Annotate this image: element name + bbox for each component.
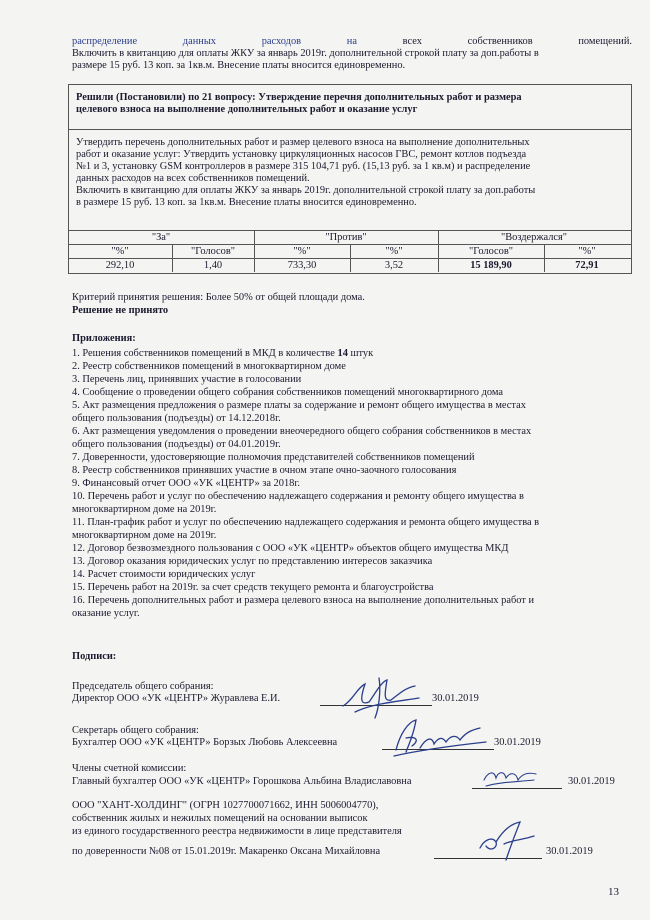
table-value: 15 189,90 — [470, 260, 512, 271]
secretary-role: Секретарь общего собрания: — [72, 725, 199, 736]
appendix-item: 12. Договор безвозмездного пользования с ООО «УК «ЦЕНТР» объектов общего имущества МКД — [72, 543, 509, 554]
table-value: 3,52 — [384, 260, 404, 271]
table-value: 72,91 — [575, 260, 599, 271]
table-subheader: "%" — [385, 246, 403, 257]
top-line-1-word: расходов — [261, 36, 302, 47]
appendix-item-count: 14 — [337, 348, 348, 359]
owner-line: по доверенности №08 от 15.01.2019г. Макаренко Оксана Михайловна — [72, 846, 381, 857]
appendix-item: оказание услуг. — [72, 608, 140, 619]
chair-date: 30.01.2019 — [432, 693, 479, 704]
top-line-1-word: на — [346, 36, 357, 47]
appendix-item-text: 1. Решения собственников помещений в МКД в количестве — [72, 348, 335, 359]
top-line-1-word: распределение — [72, 36, 138, 47]
secretary-signature — [390, 712, 490, 762]
appendix-item: 11. План-график работ и услуг по обеспечению надлежащего содержания и ремонта общего имущества в — [72, 517, 540, 528]
appendix-item: 16. Перечень дополнительных работ и размера целевого взноса на выполнение дополнительных работ и — [72, 595, 535, 606]
secretary-date: 30.01.2019 — [494, 737, 541, 748]
criterion-text: Критерий принятия решения: Более 50% от общей площади дома. — [72, 292, 365, 303]
appendix-item: общего пользования (подъезды) от 04.01.2019г. — [72, 439, 281, 450]
table-group-header: "Против" — [325, 232, 367, 243]
chair-name: Директор ООО «УК «ЦЕНТР» Журавлева Е.И. — [72, 693, 281, 704]
appendix-item: 2. Реестр собственников помещений в многоквартирном доме — [72, 361, 346, 372]
appendix-item: 5. Акт размещения предложения о размере платы за содержание и ремонт общего имущества в местах — [72, 400, 526, 411]
top-line-3: размере 15 руб. 13 коп. за 1кв.м. Внесение платы вносится единовременно. — [72, 60, 406, 71]
appendix-item-suffix: штук — [350, 348, 374, 359]
table-subheader: "%" — [111, 246, 129, 257]
appendix-item: 10. Перечень работ и услуг по обеспечению надлежащего содержания и ремонту общего имущества в — [72, 491, 524, 502]
table-rule — [68, 230, 631, 231]
decision-body-line: в размере 15 руб. 13 коп. за 1кв.м. Внесение платы вносится единовременно. — [76, 197, 417, 208]
owner-date: 30.01.2019 — [546, 846, 593, 857]
commission-name: Главный бухгалтер ООО «УК «ЦЕНТР» Горошкова Альбина Владиславовна — [72, 776, 412, 787]
top-line-1 — [72, 36, 632, 48]
secretary-name: Бухгалтер ООО «УК «ЦЕНТР» Борзых Любовь Алексеевна — [72, 737, 338, 748]
top-line-1-word: собственников — [467, 36, 533, 47]
table-subheader: "Голосов" — [469, 246, 513, 257]
signatures-title: Подписи: — [72, 651, 117, 662]
top-line-1-word: всех — [402, 36, 422, 47]
top-line-1-word: данных — [182, 36, 216, 47]
top-line-1-word: помещений. — [578, 36, 632, 47]
table-subheader: "Голосов" — [191, 246, 235, 257]
appendix-item: 7. Доверенности, удостоверяющие полномочия представителей собственников помещений — [72, 452, 475, 463]
commission-signature — [480, 762, 540, 792]
decision-header-divider — [68, 129, 631, 130]
appendix-item: 9. Финансовый отчет ООО «УК «ЦЕНТР» за 2018г. — [72, 478, 301, 489]
appendix-item: 4. Сообщение о проведении общего собрания собственников помещений многоквартирного дома — [72, 387, 503, 398]
commission-date: 30.01.2019 — [568, 776, 615, 787]
appendix-item: многоквартирном доме на 2019г. — [72, 530, 217, 541]
appendix-item: 13. Договор оказания юридических услуг по представлению интересов заказчика — [72, 556, 433, 567]
table-subheader: "%" — [293, 246, 311, 257]
decision-header-line-2: целевого взноса на выполнение дополнительных работ и оказание услуг — [76, 104, 418, 115]
chair-role: Председатель общего собрания: — [72, 681, 214, 692]
owner-line: из единого государственного реестра недвижимости в лице представителя — [72, 826, 402, 837]
appendix-item: 8. Реестр собственников принявших участие в очном этапе очно-заочного голосования — [72, 465, 457, 476]
appendix-item: многоквартирном доме на 2019г. — [72, 504, 217, 515]
page-number: 13 — [608, 886, 619, 898]
appendix-item: 6. Акт размещения уведомления о проведении внеочередного общего собрания собственников в местах — [72, 426, 532, 437]
decision-result: Решение не принято — [72, 305, 169, 316]
owner-line: ООО "ХАНТ-ХОЛДИНГ" (ОГРН 1027700071662, ИНН 5006004770), — [72, 800, 379, 811]
appendix-item: 15. Перечень работ на 2019г. за счет средств текущего ремонта и благоустройства — [72, 582, 434, 593]
decision-body-line: №1 и 3, установку GSM контроллеров в размере 315 104,71 руб. (15,13 руб. за 1 кв.м) и распределение — [76, 161, 531, 172]
owner-signature — [470, 814, 540, 864]
table-group-header: "За" — [151, 232, 171, 243]
table-value: 292,10 — [105, 260, 135, 271]
table-group-header: "Воздержался" — [500, 232, 568, 243]
decision-body-line: данных расходов на всех собственников помещений. — [76, 173, 310, 184]
decision-body-line: Утвердить перечень дополнительных работ и размер целевого взноса на выполнение дополнительных — [76, 137, 530, 148]
appendix-title: Приложения: — [72, 333, 136, 344]
appendix-item: 14. Расчет стоимости юридических услуг — [72, 569, 256, 580]
top-line-2: Включить в квитанцию для оплаты ЖКУ за январь 2019г. дополнительной строкой плату за доп.работы в — [72, 48, 539, 59]
commission-role: Члены счетной комиссии: — [72, 763, 187, 774]
appendix-item: 3. Перечень лиц, принявших участие в голосовании — [72, 374, 302, 385]
table-value: 1,40 — [203, 260, 223, 271]
appendix-item: общего пользования (подъезды) от 14.12.2018г. — [72, 413, 281, 424]
appendix-item — [72, 348, 373, 360]
decision-body-line: работ и оказание услуг: Утвердить установку циркуляционных насосов ГВС, ремонт котлов подъезда — [76, 149, 527, 160]
table-subheader: "%" — [578, 246, 596, 257]
table-value: 733,30 — [287, 260, 317, 271]
owner-line: собственник жилых и нежилых помещений на основании выписок — [72, 813, 368, 824]
decision-header-line-1: Решили (Постановили) по 21 вопросу: Утверждение перечня дополнительных работ и размера — [76, 92, 522, 103]
decision-body-line: Включить в квитанцию для оплаты ЖКУ за январь 2019г. дополнительной строкой плату за доп.работы — [76, 185, 536, 196]
